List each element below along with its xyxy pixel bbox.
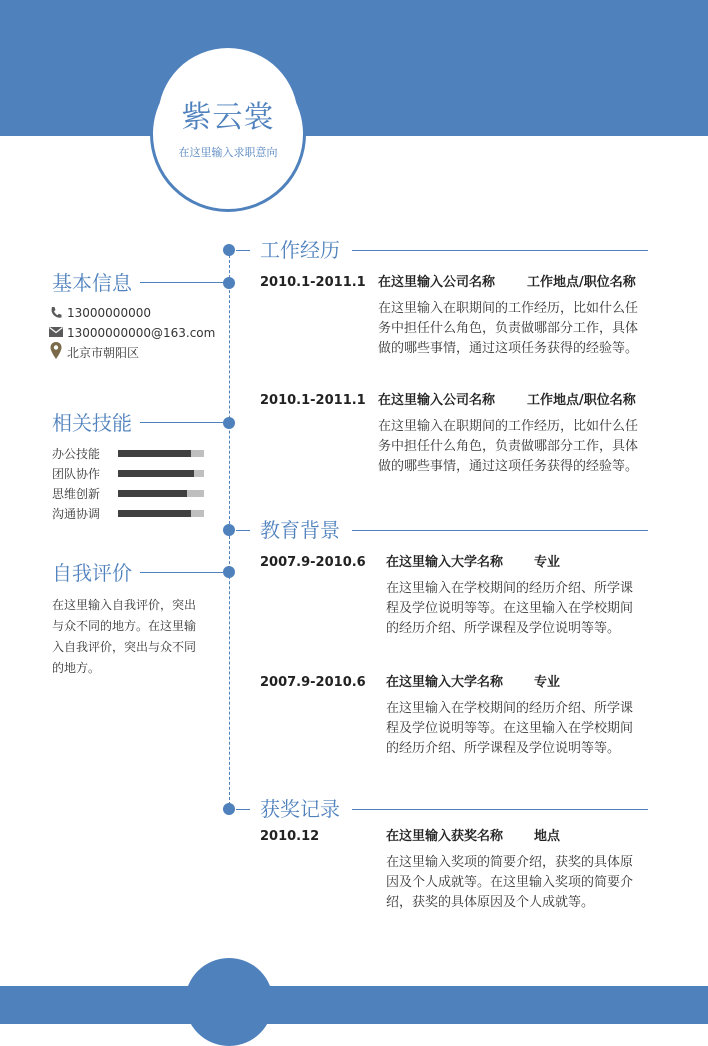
awards-connector: [236, 809, 250, 810]
skill-bar-fill: [118, 470, 194, 477]
work-connector: [236, 250, 250, 251]
work-description: 在这里输入在职期间的工作经历，比如什么任务中担任什么角色，负责做哪部分工作，具体做的哪些事情，通过这项任务获得的经验等。: [378, 419, 639, 474]
award-description: 在这里输入奖项的简要介绍，获奖的具体原因及个人成就等。在这里输入奖项的简要介绍，获奖的具体原因及个人成就等。: [386, 855, 634, 910]
education-period: 2007.9-2010.6: [260, 555, 366, 570]
award-name: 在这里输入获奖名称: [386, 829, 504, 844]
section-title-work: 工作经历: [260, 238, 340, 262]
skills-rule: [140, 422, 223, 423]
self-eval-rule: [140, 572, 223, 573]
mail-icon: [49, 327, 63, 337]
work-role: 工作地点/职位名称: [527, 393, 636, 408]
work-title-rule: [352, 250, 648, 251]
education-description: 在这里输入在学校期间的经历介绍、所学课程及学位说明等等。在这里输入在学校期间的经历介绍、所学课程及学位说明等等。: [386, 581, 634, 636]
basic-info-rule: [140, 282, 223, 283]
candidate-name: 紫云裳: [181, 100, 275, 135]
work-company: 在这里输入公司名称: [378, 393, 496, 408]
work-company: 在这里输入公司名称: [378, 275, 496, 290]
skill-bar-track: [118, 450, 204, 457]
skill-bar-track: [118, 490, 204, 497]
awards-title-rule: [352, 809, 648, 810]
education-connector: [236, 530, 250, 531]
timeline-dot-self-eval: [223, 566, 235, 578]
education-school: 在这里输入大学名称: [386, 555, 504, 570]
skill-bar-fill: [118, 510, 191, 517]
phone-number: 13000000000: [67, 306, 151, 320]
address: 北京市朝阳区: [67, 346, 140, 360]
education-period: 2007.9-2010.6: [260, 675, 366, 690]
work-period: 2010.1-2011.1: [260, 393, 366, 408]
education-major: 专业: [534, 555, 561, 570]
education-major: 专业: [534, 675, 561, 690]
award-place: 地点: [534, 829, 561, 844]
section-title-awards: 获奖记录: [260, 797, 340, 821]
timeline-dot-skills: [223, 417, 235, 429]
section-title-skills: 相关技能: [52, 411, 132, 435]
timeline-dot-awards: [223, 803, 235, 815]
skill-label: 沟通协调: [52, 507, 101, 521]
self-eval-text: 在这里输入自我评价，突出与众不同的地方。在这里输入自我评价，突出与众不同的地方。: [52, 598, 197, 675]
skill-bar-track: [118, 470, 204, 477]
work-role: 工作地点/职位名称: [527, 275, 636, 290]
skill-bar-track: [118, 510, 204, 517]
skill-label: 办公技能: [52, 447, 101, 461]
skill-bar-fill: [118, 490, 187, 497]
header-band: [0, 0, 708, 136]
footer-band: [0, 986, 708, 1024]
section-title-education: 教育背景: [260, 518, 340, 542]
skill-bar-fill: [118, 450, 191, 457]
education-title-rule: [352, 530, 648, 531]
phone-icon: [50, 306, 62, 319]
footer-circle: [185, 958, 273, 1046]
work-period: 2010.1-2011.1: [260, 275, 366, 290]
skill-label: 思维创新: [52, 487, 101, 501]
section-title-basic-info: 基本信息: [52, 271, 132, 295]
education-school: 在这里输入大学名称: [386, 675, 504, 690]
timeline-dot-education: [223, 524, 235, 536]
timeline-dot-work: [223, 244, 235, 256]
timeline-dot-basic-info: [223, 277, 235, 289]
location-pin-icon: [50, 342, 62, 360]
section-title-self-eval: 自我评价: [52, 561, 132, 585]
email-address: 13000000000@163.com: [67, 326, 216, 340]
education-description: 在这里输入在学校期间的经历介绍、所学课程及学位说明等等。在这里输入在学校期间的经历介绍、所学课程及学位说明等等。: [386, 701, 634, 756]
skill-label: 团队协作: [52, 467, 101, 481]
award-date: 2010.12: [260, 829, 320, 844]
work-description: 在这里输入在职期间的工作经历，比如什么任务中担任什么角色，负责做哪部分工作，具体做的哪些事情，通过这项任务获得的经验等。: [378, 301, 639, 356]
job-intent: 在这里输入求职意向: [178, 146, 278, 159]
